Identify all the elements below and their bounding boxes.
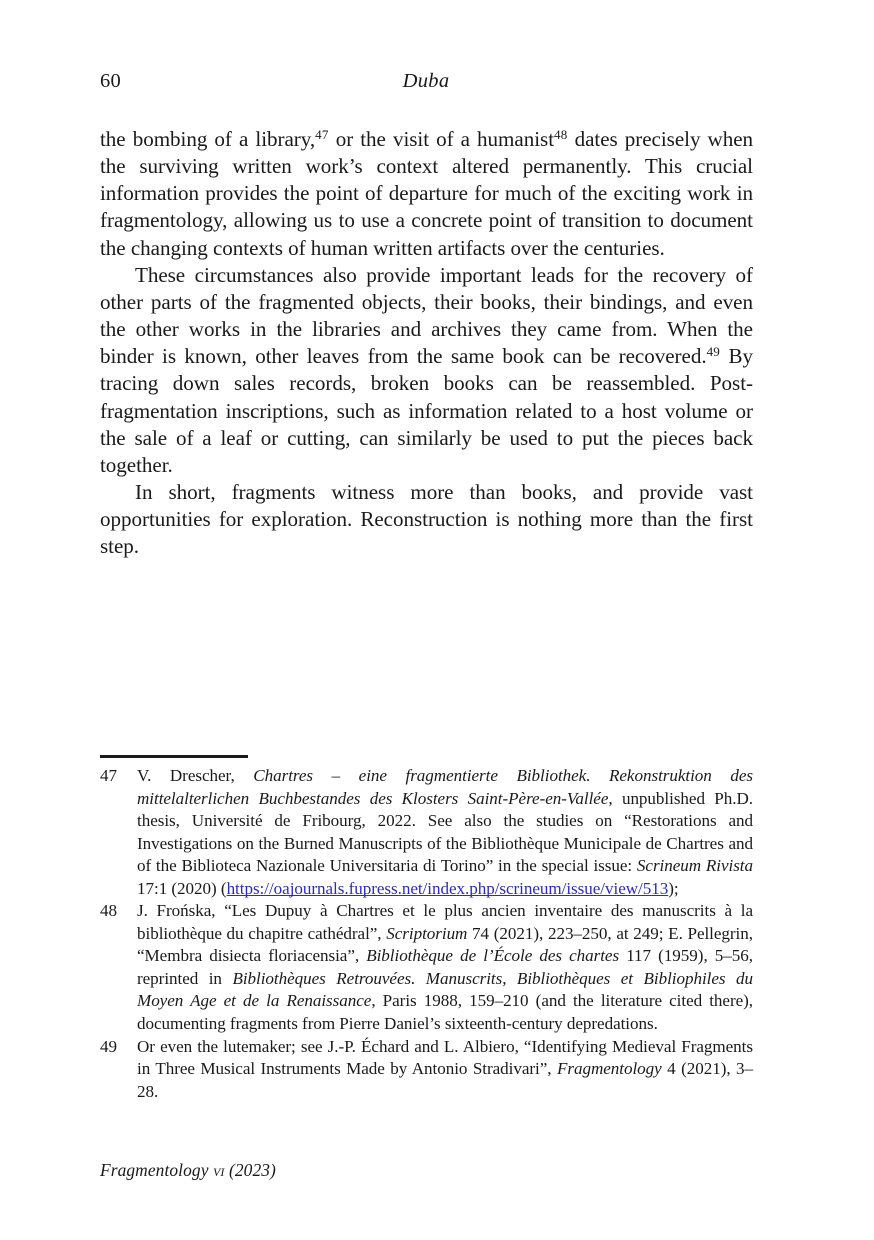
running-head-title: Duba — [402, 70, 450, 92]
text-run: , unpublished Ph.D. thesis, Université de Fribourg, 2022. See also the studies on “Restorations and Investigations on the Burned Manuscripts of the Bibliothèque Municipale de Chartres and of the Biblioteca Nazionale Universitaria di Torino” in the special issue: — [137, 788, 753, 876]
external-link[interactable]: https://oajournals.fupress.net/index.php/scrineum/issue/view/513 — [226, 878, 669, 898]
page-number: 60 — [100, 70, 121, 92]
footer-journal: Fragmentology — [100, 1160, 209, 1180]
text-run: 4 (2021), 3–28. — [137, 1059, 753, 1101]
text-run: In short, fragments witness more than books, and provide vast opportunities for exploration. Reconstruction is nothing more than the first step. — [100, 480, 753, 559]
footer-volume: vi — [212, 1161, 225, 1180]
footnote-48 — [100, 900, 753, 1035]
footnotes-block — [100, 765, 753, 1103]
text-run: 17:1 (2020) ( — [137, 878, 227, 898]
footer-year: (2023) — [228, 1160, 276, 1180]
text-run: J. Frońska, “Les Dupuy à Chartres et le plus ancien inventaire des manuscrits à la bibliothèque du chapitre cathédral”, — [137, 901, 753, 943]
page-footer — [100, 1160, 276, 1181]
para-2 — [100, 262, 753, 479]
italic-title: Scrineum Rivista — [636, 856, 753, 876]
footnote-marker-48[interactable]: 48 — [554, 127, 568, 143]
footnote-text — [137, 901, 753, 1033]
text-run: 117 (1959), 5–56, reprinted in — [137, 946, 753, 988]
footnote-47 — [100, 765, 753, 900]
para-1 — [100, 126, 753, 262]
text-run: Or even the lutemaker; see J.-P. Échard and L. Albiero, “Identifying Medieval Fragments in Three Musical Instruments Made by Antonio Stradivari”, — [137, 1036, 753, 1079]
text-run: By tracing down sales records, broken books can be reassembled. Post-fragmentation inscriptions, such as information related to a host volume or the sale of a leaf or cutting, can similarly be used to put the pieces back together. — [100, 344, 753, 477]
footnote-number-47: 47 — [100, 766, 117, 785]
body-text — [100, 126, 753, 561]
footnote-number-49: 49 — [100, 1036, 117, 1056]
italic-title: Chartres – eine fragmentierte Bibliothek. Rekonstruktion des mittelalterlichen Buchbestandes des Klosters Saint-Père-en-Vallée — [137, 766, 753, 808]
text-run: ); — [668, 878, 679, 898]
running-head — [100, 70, 752, 98]
italic-title: Bibliothèques Retrouvées. Manuscrits, Bibliothèques et Bibliophiles du Moyen Age et de la Renaissance — [137, 968, 753, 1011]
footnote-text — [137, 766, 753, 898]
footnote-49 — [100, 1036, 753, 1104]
footnote-separator-rule — [100, 755, 248, 758]
text-run: V. Drescher, — [137, 766, 254, 785]
text-run: dates precisely when the surviving written work’s context altered permanently. This crucial information provides the point of departure for much of the exciting work in fragmentology, allowing us to use a concrete point of transition to document the changing contexts of human written artifacts over the centuries. — [100, 127, 754, 260]
italic-title: Fragmentology — [556, 1059, 662, 1079]
footnote-marker-49[interactable]: 49 — [706, 344, 721, 360]
text-run: , Paris 1988, 159–210 (and the literature cited there), documenting fragments from Pierre Daniel’s sixteenth-century depredations. — [137, 991, 753, 1034]
text-run: or the visit of a humanist — [328, 127, 555, 151]
italic-title: Scriptorium — [386, 923, 468, 943]
footnote-text — [137, 1037, 753, 1101]
para-3 — [100, 479, 753, 560]
text-run: 74 (2021), 223–250, at 249; E. Pellegrin, “Membra disiecta floriacensia”, — [137, 923, 753, 966]
footnote-number-48: 48 — [100, 901, 117, 921]
italic-title: Bibliothèque de l’École des chartes — [366, 946, 620, 966]
text-run: the bombing of a library, — [100, 127, 316, 151]
text-run: These circumstances also provide important leads for the recovery of other parts of the fragmented objects, their books, their bindings, and even the other works in the libraries and archives they came from. When the binder is known, other leaves from the same book can be recovered. — [100, 262, 753, 369]
footnote-marker-47[interactable]: 47 — [315, 127, 329, 143]
